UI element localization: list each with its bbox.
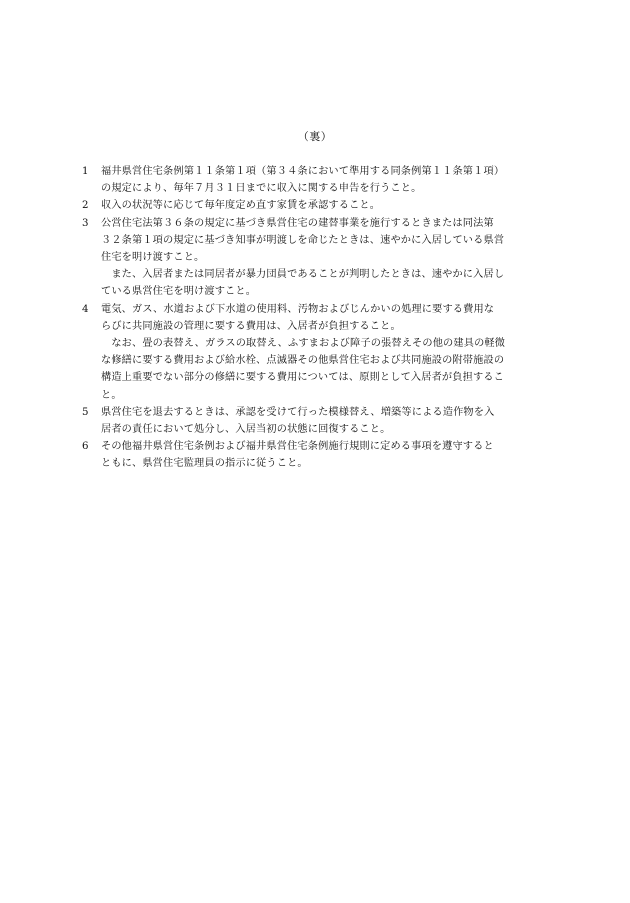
list-item-2 (82, 197, 552, 214)
item-line: ている県営住宅を明け渡すこと。 (101, 286, 257, 298)
conditions-list (82, 163, 552, 473)
list-item-5 (82, 404, 552, 438)
item-line: ３２条第１項の規定に基づき知事が明渡しを命じたときは、速やかに入居している県営 (101, 234, 505, 246)
item-line: ともに、県営住宅監理員の指示に従うこと。 (101, 458, 308, 470)
item-number: 1 (82, 166, 89, 177)
item-number: 2 (82, 200, 89, 212)
item-line: な修繕に要する費用および給水栓、点滅器その他県営住宅および共同施設の附帯施設の (101, 355, 505, 367)
item-line: と。 (101, 389, 122, 401)
item-number: 4 (82, 303, 89, 315)
item-number: 3 (82, 217, 89, 229)
item-line: 住宅を明け渡すこと。 (101, 252, 205, 264)
list-item-6 (82, 438, 552, 472)
item-line: の規定により、毎年７月３１日までに収入に関する申告を行うこと。 (101, 183, 422, 195)
item-line: 公営住宅法第３６条の規定に基づき県営住宅の建替事業を施行するときまたは同法第 (101, 217, 494, 229)
list-item-3 (82, 215, 552, 301)
item-line: その他福井県営住宅条例および福井県営住宅条例施行規則に定める事項を遵守すると (101, 441, 494, 453)
item-line: 収入の状況等に応じて毎年度定め直す家賃を承認すること。 (101, 200, 381, 212)
item-line: なお、畳の表替え、ガラスの取替え、ふすまおよび障子の張替えその他の建具の軽微 (101, 338, 506, 350)
list-item-1 (82, 163, 552, 197)
item-line: らびに共同施設の管理に要する費用は、入居者が負担すること。 (101, 320, 401, 332)
page-heading: （裏） (297, 130, 333, 143)
item-line: 県営住宅を退去するときは、承認を受けて行った模様替え、増築等による造作物を入 (101, 406, 495, 418)
item-number: 5 (82, 406, 89, 418)
item-number: 6 (82, 441, 89, 453)
item-line: 福井県営住宅条例第１１条第１項（第３４条において準用する同条例第１１条第１項） (101, 166, 505, 177)
item-line: 電気、ガス、水道および下水道の使用料、汚物およびじんかいの処理に要する費用な (101, 303, 495, 315)
item-line: 居者の責任において処分し、入居当初の状態に回復すること。 (101, 424, 391, 436)
list-item-4 (82, 301, 552, 404)
item-line: また、入居者または同居者が暴力団員であることが判明したときは、速やかに入居し (101, 269, 505, 281)
item-line: 構造上重要でない部分の修繕に要する費用については、原則として入居者が負担するこ (101, 372, 504, 384)
